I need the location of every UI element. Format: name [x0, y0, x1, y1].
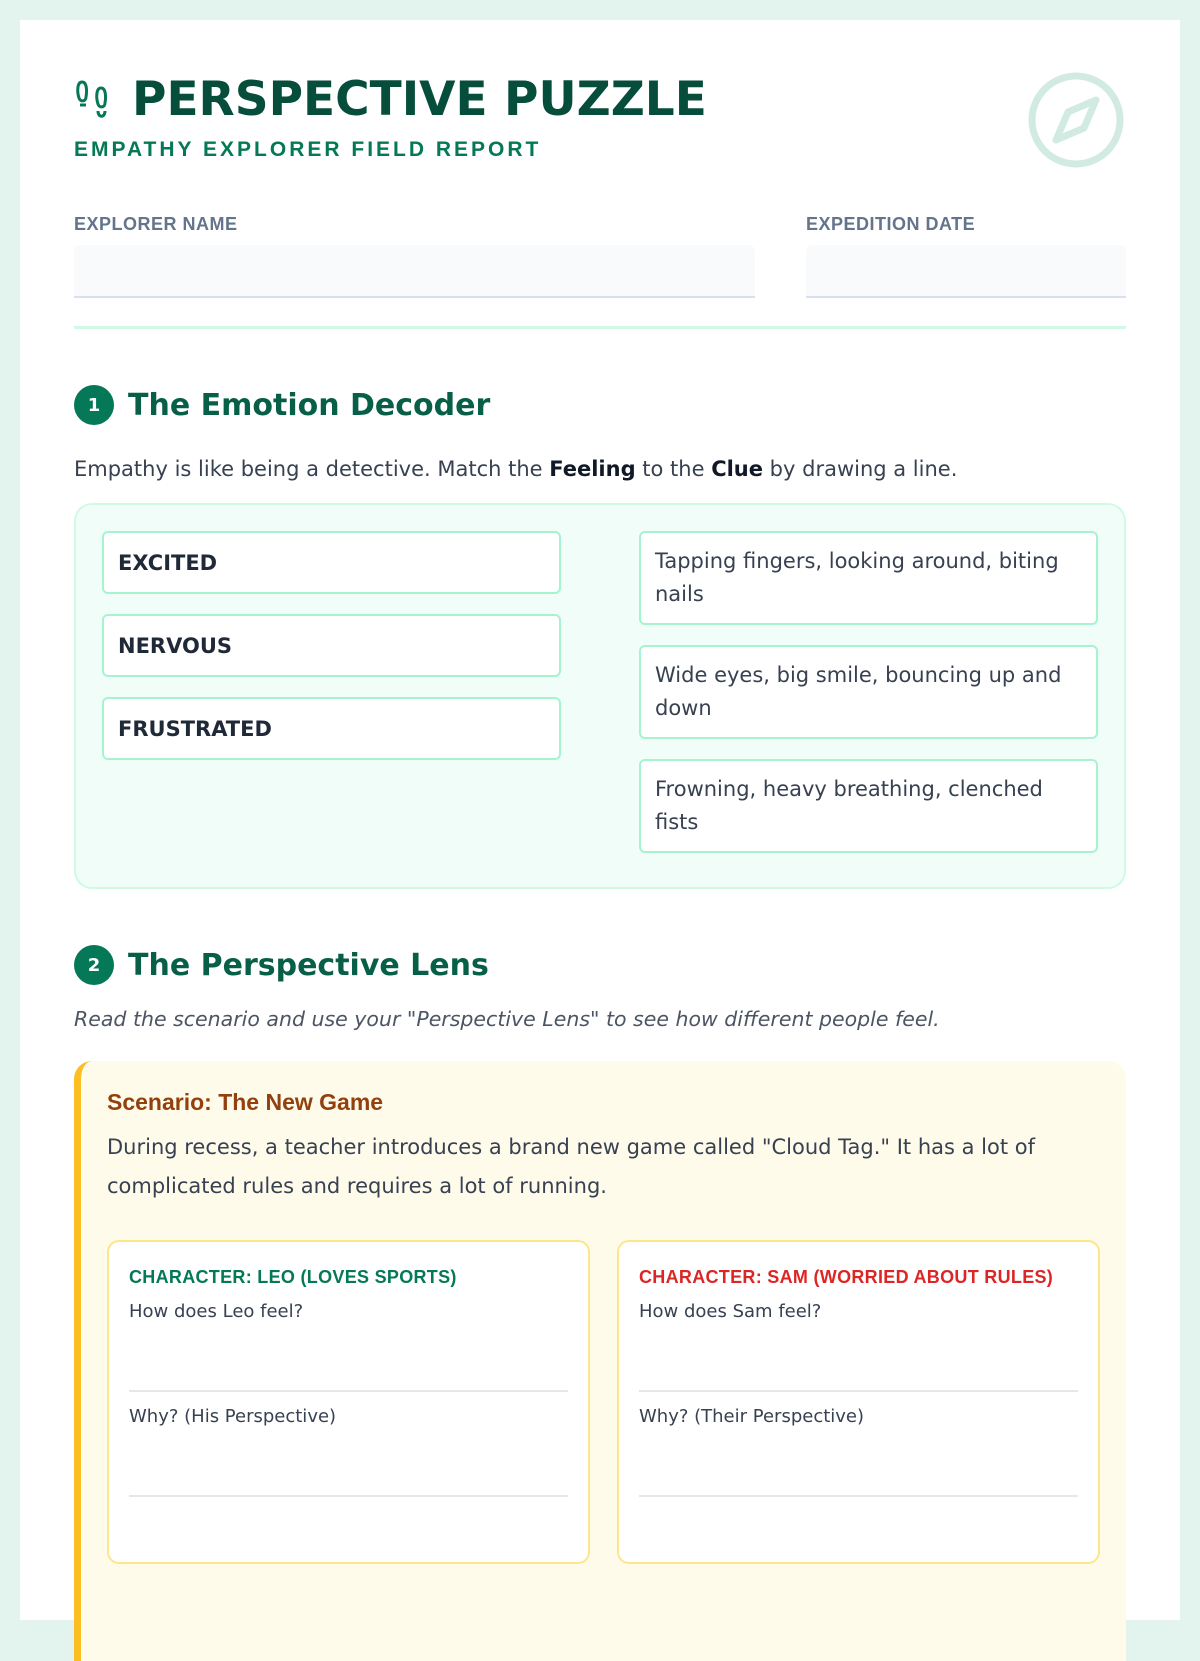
feeling-card[interactable]: NERVOUS — [102, 614, 561, 677]
instruction-keyword: Feeling — [549, 457, 636, 481]
instruction-text: Empathy is like being a detective. Match the — [74, 457, 550, 481]
character-card-leo — [107, 1240, 590, 1564]
matching-activity — [74, 503, 1126, 889]
clue-card[interactable]: Frowning, heavy breathing, clenched fists — [639, 759, 1098, 853]
answer-line[interactable] — [639, 1322, 1078, 1392]
clue-card[interactable]: Tapping fingers, looking around, biting nails — [639, 531, 1098, 625]
expedition-date-label: EXPEDITION DATE — [806, 214, 976, 234]
feeling-card[interactable]: FRUSTRATED — [102, 697, 561, 760]
expedition-date-field[interactable] — [806, 245, 1126, 298]
scenario-title: Scenario: The New Game — [107, 1089, 384, 1115]
header — [74, 72, 1126, 202]
section-1-header — [74, 385, 1126, 425]
section-title: The Perspective Lens — [128, 947, 489, 983]
section-1-instructions — [74, 457, 1126, 481]
character-label: CHARACTER: SAM (WORRIED ABOUT RULES) — [639, 1267, 1054, 1287]
instruction-text: to the — [635, 457, 712, 481]
section-number-badge: 1 — [74, 385, 114, 425]
question-why: Why? (His Perspective) — [129, 1406, 337, 1427]
question-feel: How does Sam feel? — [639, 1301, 822, 1322]
section-number-badge: 2 — [74, 945, 114, 985]
question-why: Why? (Their Perspective) — [639, 1406, 865, 1427]
explorer-name-block — [74, 214, 755, 298]
title-row — [74, 72, 1126, 128]
clue-card[interactable]: Wide eyes, big smile, bouncing up and down — [639, 645, 1098, 739]
section-2-header — [74, 945, 1126, 985]
character-card-sam — [617, 1240, 1100, 1564]
expedition-date-block — [806, 214, 1126, 298]
feelings-column — [102, 531, 561, 861]
instruction-text: by drawing a line. — [763, 457, 958, 481]
explorer-name-field[interactable] — [74, 245, 755, 298]
worksheet-page — [20, 20, 1180, 1620]
scenario-text: During recess, a teacher introduces a brand new game called "Cloud Tag." It has a lot of complicated rules and requires a lot of running. — [107, 1135, 1036, 1198]
explorer-name-label: EXPLORER NAME — [74, 214, 238, 234]
answer-line[interactable] — [129, 1427, 568, 1497]
feeling-card[interactable]: EXCITED — [102, 531, 561, 594]
page-title: PERSPECTIVE PUZZLE — [132, 72, 707, 127]
answer-line[interactable] — [129, 1322, 568, 1392]
footprints-icon — [74, 78, 114, 122]
compass-icon — [1026, 70, 1126, 170]
character-cards — [107, 1240, 1100, 1564]
page-subtitle: EMPATHY EXPLORER FIELD REPORT — [74, 138, 542, 161]
answer-line[interactable] — [639, 1427, 1078, 1497]
character-label: CHARACTER: LEO (LOVES SPORTS) — [129, 1267, 457, 1287]
question-feel: How does Leo feel? — [129, 1301, 304, 1322]
scenario-box — [74, 1061, 1126, 1661]
clues-column — [639, 531, 1098, 861]
section-2-instructions: Read the scenario and use your "Perspective Lens" to see how different people feel. — [74, 1007, 940, 1031]
info-fields — [74, 214, 1126, 298]
divider — [74, 326, 1126, 329]
instruction-keyword: Clue — [711, 457, 763, 481]
section-title: The Emotion Decoder — [128, 387, 491, 423]
